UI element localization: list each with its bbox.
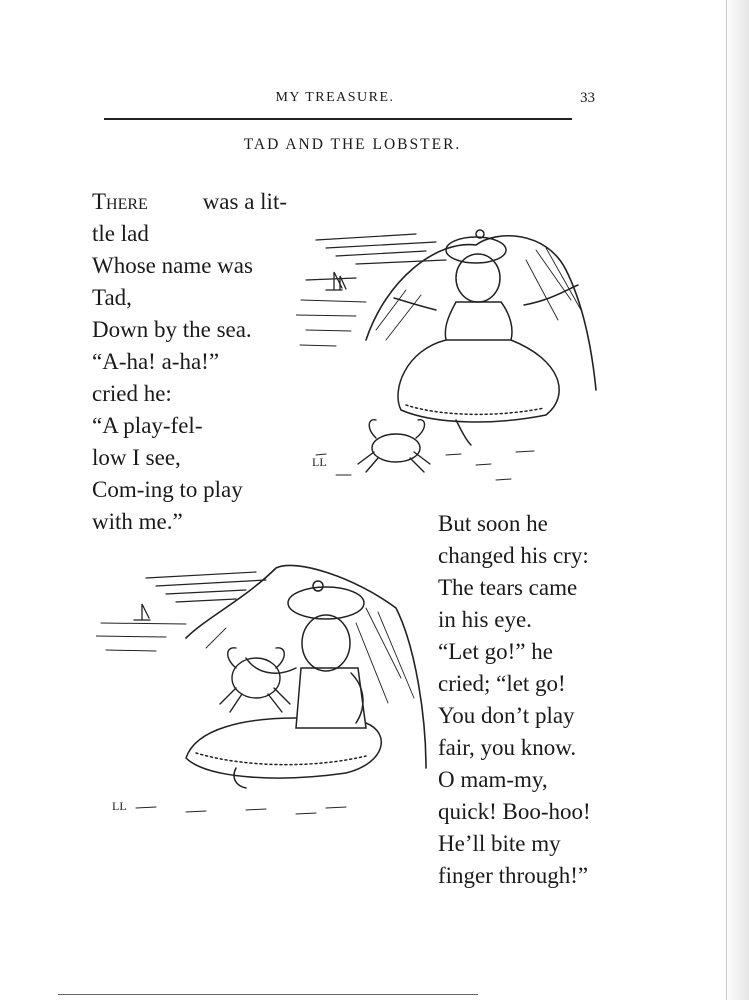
verse-line: fair, you know. xyxy=(438,735,577,760)
verse-line: tle lad xyxy=(92,221,149,246)
verse-line: O mam-my, xyxy=(438,767,548,792)
sky-hatching xyxy=(306,234,446,280)
rock-outline xyxy=(366,236,596,390)
drop-word: There xyxy=(92,189,148,214)
verse-line: low I see, xyxy=(92,445,181,470)
verse-line-rest: was a lit- xyxy=(202,189,287,214)
child-figure xyxy=(186,581,381,788)
rock-outline xyxy=(186,565,426,768)
sand-marks xyxy=(136,807,346,814)
running-head: MY TREASURE. xyxy=(275,90,395,105)
verse-line: Com-ing to play xyxy=(92,477,243,502)
sailboat-icon xyxy=(326,272,346,290)
poem-title: TAD AND THE LOBSTER. xyxy=(243,136,462,153)
sand-marks xyxy=(316,451,534,480)
verse-line: in his eye. xyxy=(438,607,532,632)
verse-line: changed his cry: xyxy=(438,543,589,568)
sea-lines xyxy=(296,300,366,346)
verse-line: cried he: xyxy=(92,381,172,406)
verse-line: “A-ha! a-ha!” xyxy=(92,349,220,374)
verse-line: Whose name was xyxy=(92,253,253,278)
verse-line: You don’t play xyxy=(438,703,575,728)
verse-line: Down by the sea. xyxy=(92,317,252,342)
crab-icon xyxy=(358,420,430,472)
verse-line xyxy=(92,186,287,218)
verse-line: with me.” xyxy=(92,509,183,534)
sky-hatching xyxy=(146,572,266,602)
verse-line: “A play-fel- xyxy=(92,413,203,438)
artist-monogram: LL xyxy=(312,455,327,469)
illustration-child-and-crab xyxy=(296,190,608,490)
verse-line: But soon he xyxy=(438,511,548,536)
illustration-child-holding-crab xyxy=(96,528,436,838)
verse-line: The tears came xyxy=(438,575,578,600)
verse-line: quick! Boo-hoo! xyxy=(438,799,591,824)
verse-line: cried; “let go! xyxy=(438,671,566,696)
crab-icon xyxy=(220,648,290,712)
artist-monogram: LL xyxy=(112,799,127,813)
page-edge xyxy=(725,0,749,1000)
sailboat-icon xyxy=(134,604,150,620)
engraving-image xyxy=(96,528,436,838)
verse-one xyxy=(92,186,287,538)
page-edge-line xyxy=(726,0,727,1000)
bottom-rule xyxy=(58,994,478,995)
verse-line: He’ll bite my xyxy=(438,831,561,856)
verse-two xyxy=(438,508,613,892)
header-rule xyxy=(104,118,572,120)
sea-lines xyxy=(96,623,186,651)
verse-line: Tad, xyxy=(92,285,132,310)
page-number: 33 xyxy=(580,90,595,106)
verse-line: “Let go!” he xyxy=(438,639,553,664)
verse-line: finger through!” xyxy=(438,863,589,888)
engraving-image xyxy=(296,190,608,490)
